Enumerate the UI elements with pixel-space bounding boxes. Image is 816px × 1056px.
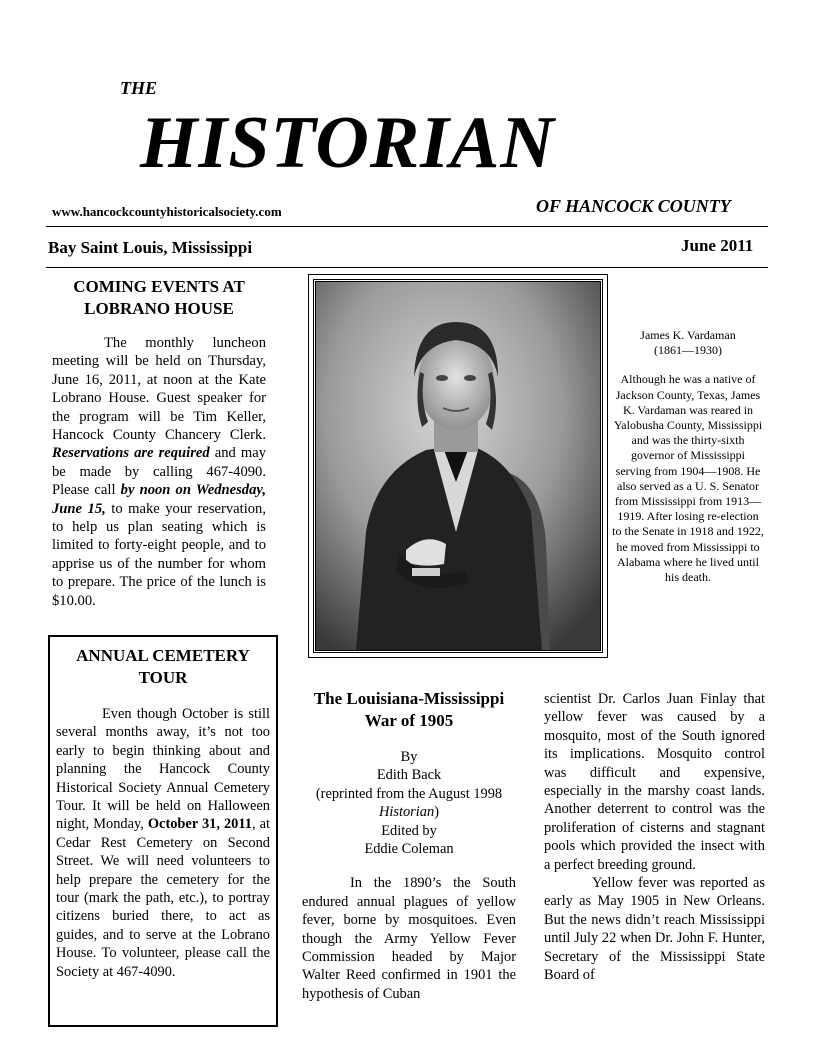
events-text-2: and may be made by calling 467-4090. Please call bbox=[52, 445, 267, 499]
events-reservations-note: Reservations are required bbox=[52, 445, 210, 462]
coming-events-heading bbox=[52, 276, 266, 320]
coming-events-heading-line1: COMING EVENTS AT bbox=[73, 277, 245, 296]
war-body: In the 1890’s the South endured annual plagues of yellow fever, borne by mosquitoes. Even though the Army Yellow Fever Commission headed by Major Walter Reed confirmed in 1901 the hypothesis of Cuban bbox=[302, 875, 516, 1002]
issue-location: Bay Saint Louis, Mississippi bbox=[48, 238, 253, 257]
cemetery-tour-heading-line1: ANNUAL CEMETERY bbox=[76, 646, 250, 665]
war-article bbox=[302, 688, 516, 1003]
cemetery-tour-body bbox=[56, 705, 270, 981]
war-author: Edith Back bbox=[376, 767, 442, 784]
masthead-county: OF HANCOCK COUNTY bbox=[536, 196, 731, 216]
coming-events-heading-line2: LOBRANO HOUSE bbox=[84, 299, 234, 318]
war-continued-para1: scientist Dr. Carlos Juan Finlay that yellow fever was caused by a mosquito, most of the South ignored its implications. Mosquito control was difficult and expensive, especially in the marshy coast lands. Another deterrent to control was the proliferation of cisterns and stagnant pools which provided the insect with a perfect breeding ground. bbox=[544, 691, 765, 873]
war-reprint-note bbox=[302, 785, 516, 803]
war-article-continued bbox=[544, 690, 765, 985]
coming-events-article bbox=[52, 276, 266, 610]
issue-date: June 2011 bbox=[681, 236, 754, 255]
war-byline bbox=[302, 748, 516, 858]
war-heading-line2: War of 1905 bbox=[364, 711, 454, 730]
war-heading bbox=[302, 688, 516, 732]
events-text-3: to make your reservation, to help us plan seating which is limited to forty-eight people, and to apprise us of the number for whom to prepare. The price of the lunch is $10.00. bbox=[52, 500, 266, 609]
masthead-the: THE bbox=[120, 78, 158, 98]
portrait-image bbox=[316, 282, 600, 650]
events-deadline-note: by noon on Wednesday, June 15, bbox=[52, 482, 266, 517]
war-reprint-2: ) bbox=[434, 804, 439, 821]
caption-name: James K. Vardaman bbox=[640, 328, 736, 342]
masthead-rule-top bbox=[46, 226, 768, 227]
war-continued-para2: Yellow fever was reported as early as May 1905 in New Orleans. But the news didn’t reach Mississippi until July 22 when Dr. John F. Hunter, Secretary of the Mississippi State Board of bbox=[544, 875, 765, 984]
coming-events-body bbox=[52, 334, 266, 610]
war-reprint-1: (reprinted from the August 1998 bbox=[315, 785, 503, 802]
war-edited: Edited by bbox=[381, 822, 437, 839]
portrait-photo bbox=[313, 279, 603, 653]
cemetery-tour-heading bbox=[56, 645, 270, 689]
masthead-rule-bottom bbox=[46, 267, 768, 268]
masthead-title: HISTORIAN bbox=[140, 102, 555, 184]
caption-years: (1861—1930) bbox=[654, 343, 722, 358]
war-editor: Eddie Coleman bbox=[364, 841, 454, 858]
war-heading-line1: The Louisiana-Mississippi bbox=[313, 689, 505, 708]
cemetery-tour-box bbox=[48, 635, 278, 1027]
tour-text-2: , at Cedar Rest Cemetery on Second Street. We will need volunteers to help prepare the cemetery for the tour (mark the path, etc.), to portray citizens buried there, to act as guides, and to serve at the Lobrano House. To volunteer, please call the Society at 467-4090. bbox=[56, 816, 270, 980]
portrait-caption bbox=[612, 328, 764, 585]
tour-date: October 31, 2011 bbox=[147, 816, 252, 833]
website-link[interactable]: www.hancockcountyhistoricalsociety.com bbox=[52, 204, 282, 219]
tour-text-1: Even though October is still several months away, it’s not too early to begin thinking about and planning the Hancock County Historical Society Annual Cemetery Tour. It will be held on Halloween night, Monday, bbox=[56, 706, 270, 833]
war-by: By bbox=[400, 749, 418, 765]
war-reprint-italic: Historian bbox=[379, 804, 435, 821]
events-text-1: The monthly luncheon meeting will be held on Thursday, June 16, 2011, at noon at the Kate Lobrano House. Guest speaker for the program will be Tim Keller, Hancock County Chancery Clerk. bbox=[52, 335, 266, 444]
war-reprint-source bbox=[302, 803, 516, 821]
cemetery-tour-heading-line2: TOUR bbox=[138, 668, 188, 687]
portrait-photo-frame bbox=[308, 274, 608, 658]
caption-text: Although he was a native of Jackson County, Texas, James K. Vardaman was reared in Yalobusha County, Mississippi and was the thirty-sixth governor of Mississippi serving from 1904—1908. He also served as a U. S. Senator from Mississippi from 1913—1919. After losing re-election to the Senate in 1918 and 1922, he moved from Mississippi to Alabama where he lived until his death. bbox=[612, 372, 764, 585]
